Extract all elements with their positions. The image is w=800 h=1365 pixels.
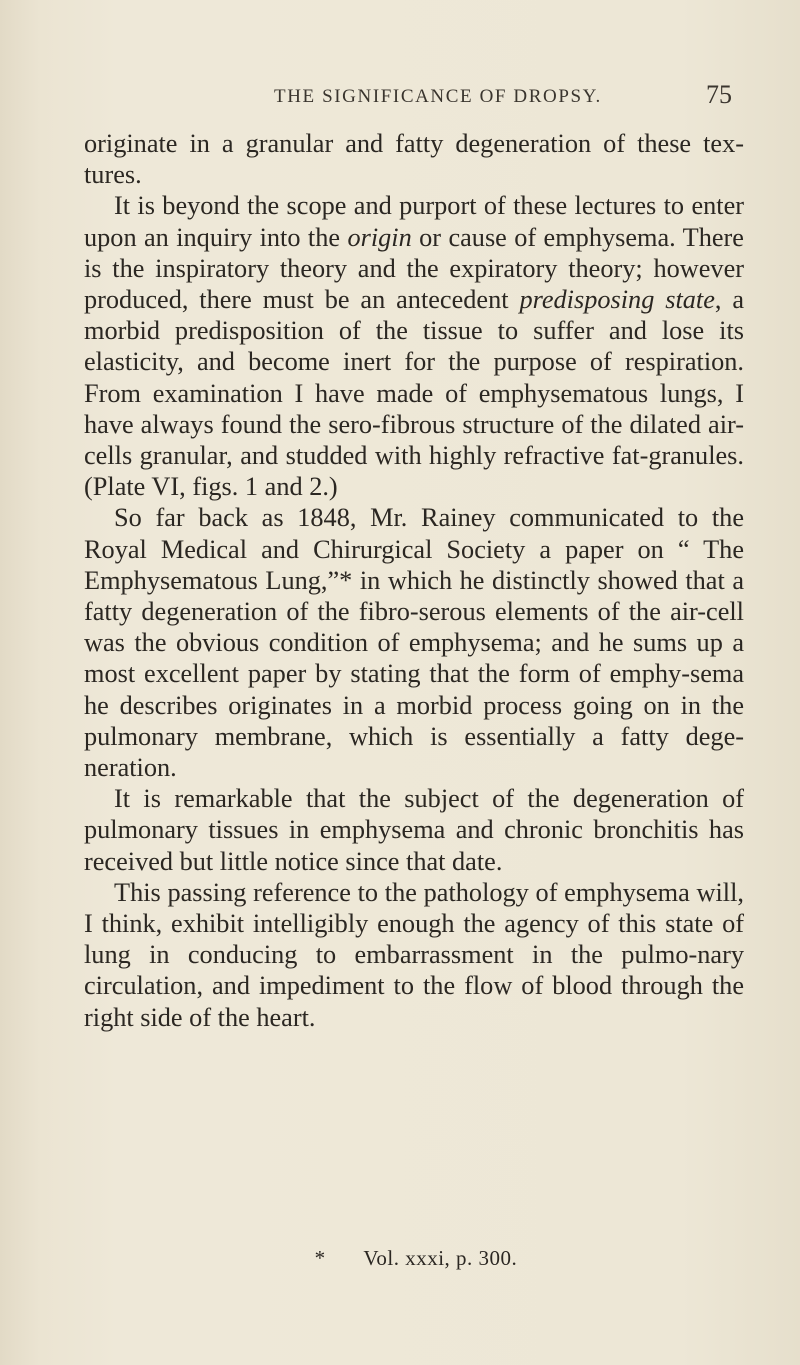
paragraph-3 (84, 502, 744, 783)
paragraph-1 (84, 128, 744, 190)
body-text (84, 128, 744, 1033)
text-run: It is remarkable that the subject of the degeneration of pulmonary tissues in emphysema and chronic bronchitis has received but little notice since that date. (84, 784, 744, 876)
text-run: originate in a granular and fatty degeneration of these tex-tures. (84, 129, 744, 190)
italic-phrase: predisposing state (519, 285, 715, 315)
running-head: THE SIGNIFICANCE OF DROPSY. (274, 86, 602, 107)
text-run: So far back as 1848, Mr. Rainey communicated to the Royal Medical and Chirurgical Society a paper on “ The Emphysematous Lung,”* in which he distinctly showed that a fatty degeneration of the fibro-serous elements of the air-cell was the obvious condition of emphysema; and he sums up a most excellent paper by stating that the form of emphy-sema he describes originates in a morbid process going on in the pulmonary membrane, which is essentially a fatty dege-neration. (84, 503, 744, 783)
paragraph-2 (84, 190, 744, 502)
paragraph-4 (84, 783, 744, 877)
text-run: This passing reference to the pathology of emphysema will, I think, exhibit intelligibly enough the agency of this state of lung in conducing to embarrassment in the pulmo-nary circulation, and impediment to the flow of blood through the right side of the heart. (84, 877, 744, 1032)
text-run: or cause of emphysema. There is the inspiratory theory and the expiratory theory; however produced, there must be an antecedent (84, 222, 744, 315)
page-number: 75 (706, 80, 732, 109)
footnote-marker: * (314, 1246, 326, 1270)
footnote-text: Vol. xxxi, p. 300. (363, 1246, 518, 1270)
footnote (0, 1246, 800, 1271)
page-header (0, 80, 800, 114)
paragraph-5 (84, 877, 744, 1033)
italic-phrase: origin (347, 222, 412, 252)
text-run: , a morbid predisposition of the tissue to suffer and lose its elasticity, and become inert for the purpose of respiration. From examination I have made of emphysematous lungs, I have always found the sero-fibrous structure of the dilated air-cells granular, and studded with highly refractive fat-granules. (Plate VI, figs. 1 and 2.) (84, 285, 745, 502)
text-run: It is beyond the scope and purport of these lectures to enter upon an inquiry into the (84, 191, 744, 252)
